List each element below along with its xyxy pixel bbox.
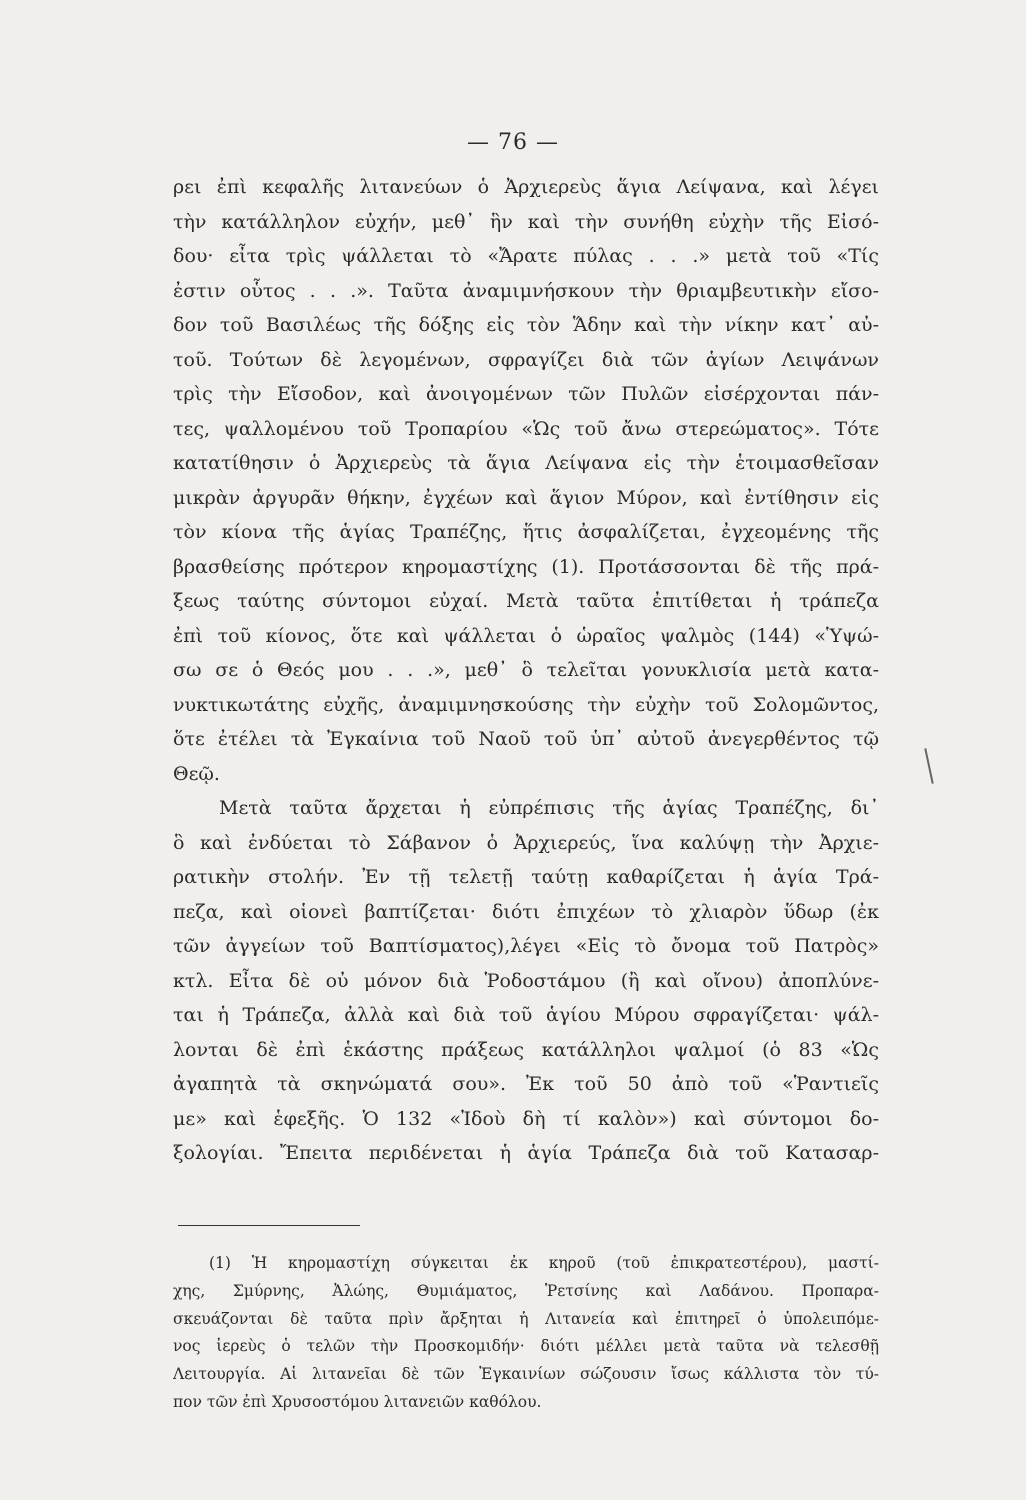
text-line: τοῦ. Τούτων δὲ λεγομένων, σφραγίζει διὰ τῶν ἁγίων Λειψάνων bbox=[173, 348, 879, 371]
text-line: Μετὰ ταῦτα ἄρχεται ἡ εὐπρέπισις τῆς ἁγίας Τραπέζης, δι᾽ bbox=[219, 797, 879, 819]
text-line: ὅτε ἐτέλει τὰ Ἐγκαίνια τοῦ Ναοῦ τοῦ ὑπ᾽ αὐτοῦ ἀνεγερθέντος τῷ bbox=[173, 728, 879, 750]
text-line: τες, ψαλλομένου τοῦ Τροπαρίου «Ὡς τοῦ ἄνω στερεώματος». Τότε bbox=[173, 417, 879, 440]
text-line: ρει ἐπὶ κεφαλῆς λιτανεύων ὁ Ἀρχιερεὺς ἅγια Λείψανα, καὶ λέγει bbox=[173, 176, 879, 198]
text-line: ἐστιν οὗτος . . .». Ταῦτα ἀναμιμνήσκουν τὴν θριαμβευτικὴν εἴσο- bbox=[173, 279, 879, 302]
text-line: τὴν κατάλληλον εὐχήν, μεθ᾽ ἣν καὶ τὴν συνήθη εὐχὴν τῆς Εἰσό- bbox=[173, 210, 879, 233]
text-line: ἐπὶ τοῦ κίονος, ὅτε καὶ ψάλλεται ὁ ὡραῖος ψαλμὸς (144) «Ὑψώ- bbox=[173, 624, 879, 647]
text-line: λονται δὲ ἐπὶ ἑκάστης πράξεως κατάλληλοι ψαλμοί (ὁ 83 «Ὡς bbox=[173, 1038, 879, 1061]
text-line: ται ἡ Τράπεζα, ἀλλὰ καὶ διὰ τοῦ ἁγίου Μύρου σφραγίζεται· ψάλ- bbox=[173, 1004, 879, 1026]
footnote-line: πον τῶν ἐπὶ Χρυσοστόμου λιτανειῶν καθόλου. bbox=[173, 1392, 542, 1411]
text-line: βρασθείσης πρότερον κηρομαστίχης (1). Προτάσσονται δὲ τῆς πρά- bbox=[173, 555, 879, 578]
footnote-line: Λειτουργία. Αἱ λιτανεῖαι δὲ τῶν Ἐγκαινίων σώζουσιν ἴσως κάλλιστα τὸν τύ- bbox=[173, 1365, 879, 1384]
text-line: τὸν κίονα τῆς ἁγίας Τραπέζης, ἥτις ἀσφαλίζεται, ἐγχεομένης τῆς bbox=[173, 521, 879, 543]
text-line: σω σε ὁ Θεός μου . . .», μεθ᾽ ὃ τελεῖται γονυκλισία μετὰ κατα- bbox=[173, 659, 879, 681]
text-line: τρὶς τὴν Εἴσοδον, καὶ ἀνοιγομένων τῶν Πυλῶν εἰσέρχονται πάν- bbox=[173, 383, 879, 405]
footnote-rule bbox=[178, 1225, 360, 1226]
text-line: ρατικὴν στολήν. Ἐν τῇ τελετῇ ταύτῃ καθαρίζεται ἡ ἁγία Τρά- bbox=[173, 866, 879, 888]
text-line: πεζα, καὶ οἱονεὶ βαπτίζεται· διότι ἐπιχέων τὸ χλιαρὸν ὕδωρ (ἐκ bbox=[173, 900, 879, 923]
footnote-line: (1) Ἡ κηρομαστίχη σύγκειται ἐκ κηροῦ (τοῦ ἐπικρατεστέρου), μαστί- bbox=[209, 1254, 879, 1272]
margin-pencil-mark bbox=[924, 748, 933, 784]
text-line: ἀγαπητὰ τὰ σκηνώματά σου». Ἐκ τοῦ 50 ἀπὸ τοῦ «Ῥαντιεῖς bbox=[173, 1073, 879, 1095]
footnote-line: νος ἱερεὺς ὁ τελῶν τὴν Προσκομιδήν· διότι μέλλει μετὰ ταῦτα νὰ τελεσθῇ bbox=[173, 1337, 879, 1356]
text-line: κατατίθησιν ὁ Ἀρχιερεὺς τὰ ἅγια Λείψανα εἰς τὴν ἑτοιμασθεῖσαν bbox=[173, 452, 879, 474]
text-line: δον τοῦ Βασιλέως τῆς δόξης εἰς τὸν Ἅδην καὶ τὴν νίκην κατ᾽ αὐ- bbox=[173, 314, 879, 336]
body-text bbox=[173, 170, 879, 1171]
text-line: δου· εἶτα τρὶς ψάλλεται τὸ «Ἄρατε πύλας . . .» μετὰ τοῦ «Τίς bbox=[173, 245, 879, 267]
text-line: ὃ καὶ ἐνδύεται τὸ Σάβανον ὁ Ἀρχιερεύς, ἵνα καλύψῃ τὴν Ἀρχιε- bbox=[173, 831, 879, 854]
text-line: μικρὰν ἀργυρᾶν θήκην, ἐγχέων καὶ ἅγιον Μύρον, καὶ ἐντίθησιν εἰς bbox=[173, 486, 879, 509]
text-line: τῶν ἀγγείων τοῦ Βαπτίσματος),λέγει «Εἰς τὸ ὄνομα τοῦ Πατρὸς» bbox=[173, 935, 879, 957]
page-number: — 76 — bbox=[467, 130, 559, 155]
text-line: ξεως ταύτης σύντομοι εὐχαί. Μετὰ ταῦτα ἐπιτίθεται ἡ τράπεζα bbox=[173, 590, 879, 612]
text-line: νυκτικωτάτης εὐχῆς, ἀναμιμνησκούσης τὴν εὐχὴν τοῦ Σολομῶντος, bbox=[173, 693, 879, 716]
footnote-line: χης, Σμύρνης, Ἀλώης, Θυμιάματος, Ῥετσίνης καὶ Λαδάνου. Προπαρα- bbox=[173, 1281, 879, 1300]
text-line: Θεῷ. bbox=[173, 762, 220, 785]
text-line: κτλ. Εἶτα δὲ οὐ μόνον διὰ Ῥοδοστάμου (ἢ καὶ οἴνου) ἀποπλύνε- bbox=[173, 969, 879, 992]
footnote-line: σκευάζονται δὲ ταῦτα πρὶν ἄρξηται ἡ Λιτανεία καὶ ἐπιτηρεῖ ὁ ὑπολειπόμε- bbox=[173, 1309, 879, 1328]
text-line: με» καὶ ἑφεξῆς. Ὁ 132 «Ἰδοὺ δὴ τί καλὸν») καὶ σύντομοι δο- bbox=[173, 1107, 879, 1130]
footnote bbox=[173, 1250, 879, 1417]
text-line: ξολογίαι. Ἔπειτα περιδένεται ἡ ἁγία Τράπεζα διὰ τοῦ Κατασαρ- bbox=[173, 1142, 879, 1164]
